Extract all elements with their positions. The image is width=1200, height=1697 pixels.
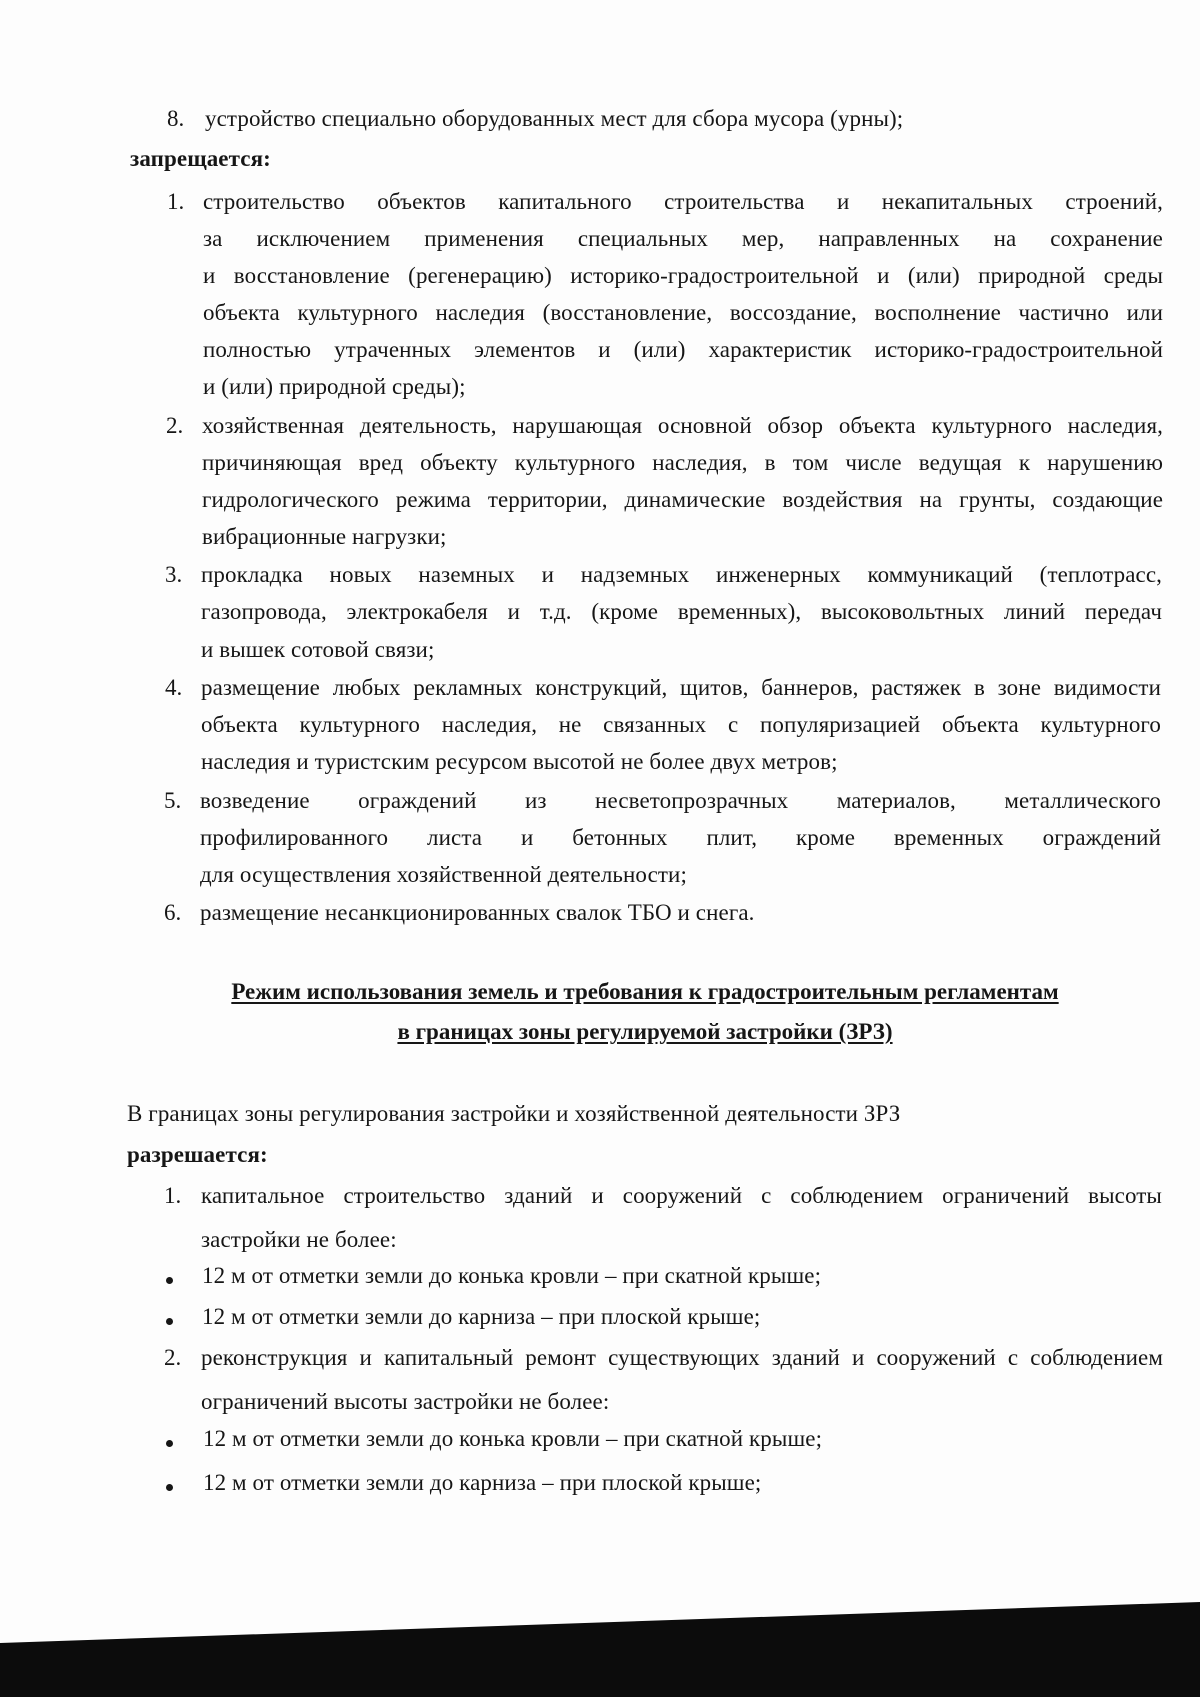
- bullet-item-text: 12 м от отметки земли до конька кровли – при скатной крыше;: [203, 1426, 823, 1451]
- list-item-text: устройство специально оборудованных мест для сбора мусора (урны);: [205, 106, 904, 131]
- list-item-line: вибрационные нагрузки;: [202, 524, 447, 549]
- list-number: 1.: [167, 189, 185, 214]
- list-item-line: гидрологического режима территории, динамические воздействия на грунты, создающие: [202, 487, 1163, 512]
- bullet-marker: [166, 1440, 173, 1447]
- bullet-item-text: 12 м от отметки земли до конька кровли – при скатной крыше;: [202, 1263, 822, 1288]
- list-item-line: размещение несанкционированных свалок ТБО и снега.: [200, 900, 755, 925]
- list-item-line: прокладка новых наземных и надземных инженерных коммуникаций (теплотрасс,: [201, 562, 1162, 587]
- list-number: 4.: [165, 675, 183, 700]
- list-item-line: причиняющая вред объекту культурного наследия, в том числе ведущая к нарушению: [202, 450, 1163, 475]
- list-item-line: размещение любых рекламных конструкций, щитов, баннеров, растяжек в зоне видимости: [201, 675, 1161, 700]
- list-item-line: объекта культурного наследия, не связанных с популяризацией объекта культурного: [201, 712, 1161, 737]
- list-item-line: и (или) природной среды);: [203, 374, 466, 399]
- list-number: 1.: [164, 1183, 182, 1208]
- list-item-line: для осуществления хозяйственной деятельности;: [200, 862, 687, 887]
- allowed-label: разрешается:: [127, 1142, 268, 1167]
- list-item-line: хозяйственная деятельность, нарушающая основной обзор объекта культурного наследия,: [202, 413, 1163, 438]
- list-number: 6.: [164, 900, 182, 925]
- list-item-line: строительство объектов капитального строительства и некапитальных строений,: [203, 189, 1163, 214]
- list-item-line: застройки не более:: [201, 1227, 397, 1252]
- list-item-line: и вышек сотовой связи;: [201, 637, 435, 662]
- bullet-marker: [166, 1277, 173, 1284]
- list-item-line: реконструкция и капитальный ремонт существующих зданий и сооружений с соблюдением: [201, 1345, 1163, 1370]
- prohibited-label: запрещается:: [130, 146, 271, 171]
- list-item-line: профилированного листа и бетонных плит, кроме временных ограждений: [200, 825, 1161, 850]
- list-item-line: капитальное строительство зданий и сооружений с соблюдением ограничений высоты: [201, 1183, 1162, 1208]
- list-item-line: газопровода, электрокабеля и т.д. (кроме временных), высоковольтных линий передач: [201, 599, 1162, 624]
- list-item-line: объекта культурного наследия (восстановление, воссоздание, восполнение частично или: [203, 300, 1163, 325]
- bullet-item-text: 12 м от отметки земли до карниза – при плоской крыше;: [203, 1470, 762, 1495]
- list-number: 2.: [166, 413, 184, 438]
- list-item-line: и восстановление (регенерацию) историко-градостроительной и (или) природной среды: [203, 263, 1163, 288]
- list-number: 2.: [164, 1345, 182, 1370]
- list-item-line: ограничений высоты застройки не более:: [201, 1389, 610, 1414]
- list-number: 3.: [165, 562, 183, 587]
- list-item-line: возведение ограждений из несветопрозрачных материалов, металлического: [200, 788, 1161, 813]
- section-heading-line: Режим использования земель и требования к градостроительным регламентам: [231, 979, 1059, 1004]
- bullet-marker: [166, 1318, 173, 1325]
- list-number: 5.: [164, 788, 182, 813]
- list-item-line: за исключением применения специальных мер, направленных на сохранение: [203, 226, 1163, 251]
- bullet-marker: [166, 1484, 173, 1491]
- list-item-line: полностью утраченных элементов и (или) характеристик историко-градостроительной: [203, 337, 1163, 362]
- bullet-item-text: 12 м от отметки земли до карниза – при плоской крыше;: [202, 1304, 761, 1329]
- list-item-line: наследия и туристским ресурсом высотой не более двух метров;: [201, 749, 838, 774]
- intro-paragraph: В границах зоны регулирования застройки и хозяйственной деятельности ЗРЗ: [127, 1101, 901, 1126]
- list-number: 8.: [167, 106, 185, 131]
- section-heading-line: в границах зоны регулируемой застройки (ЗРЗ): [397, 1019, 893, 1044]
